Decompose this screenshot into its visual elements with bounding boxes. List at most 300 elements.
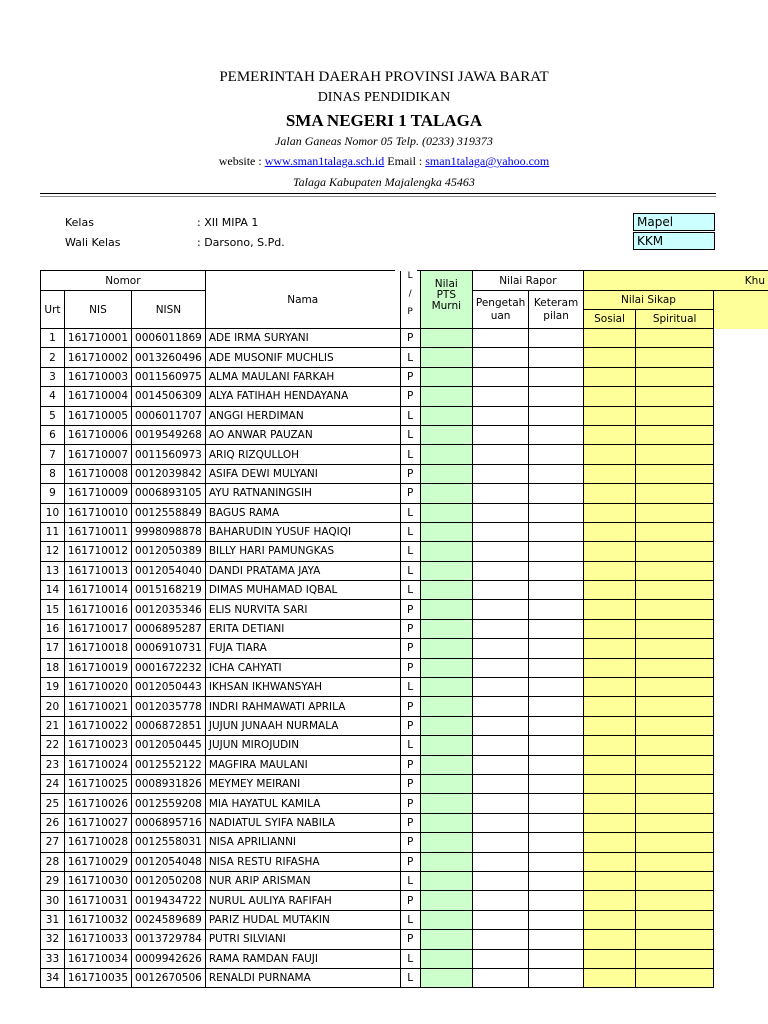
gender-cell: L — [400, 910, 420, 929]
nisn-cell: 0012050208 — [132, 871, 206, 890]
pengetahuan-cell[interactable] — [472, 813, 528, 832]
email-link[interactable]: sman1talaga@yahoo.com — [425, 154, 550, 168]
name-cell: NURUL AULIYA RAFIFAH — [205, 891, 400, 910]
nis-cell: 161710035 — [64, 968, 131, 987]
spiritual-cell[interactable] — [636, 503, 714, 522]
nisn-cell: 0013729784 — [132, 930, 206, 949]
gender-cell: P — [400, 639, 420, 658]
row-number: 7 — [41, 445, 65, 464]
pengetahuan-cell[interactable] — [472, 755, 528, 774]
spiritual-cell[interactable] — [636, 736, 714, 755]
pts-cell[interactable] — [420, 697, 472, 716]
row-number: 24 — [41, 774, 65, 793]
student-row — [41, 561, 768, 580]
spiritual-cell[interactable] — [636, 542, 714, 561]
pts-cell[interactable] — [420, 891, 472, 910]
pts-cell[interactable] — [420, 425, 472, 444]
gender-cell: L — [400, 406, 420, 425]
keterampilan-cell[interactable] — [529, 697, 584, 716]
spiritual-cell[interactable] — [636, 425, 714, 444]
keterampilan-cell[interactable] — [529, 639, 584, 658]
spiritual-cell[interactable] — [636, 930, 714, 949]
sosial-cell[interactable] — [583, 949, 635, 968]
student-row — [41, 619, 768, 638]
row-number: 12 — [41, 542, 65, 561]
keterampilan-cell[interactable] — [529, 813, 584, 832]
pengetahuan-cell[interactable] — [472, 464, 528, 483]
student-row — [41, 930, 768, 949]
student-row — [41, 464, 768, 483]
nisn-cell: 0009942626 — [132, 949, 206, 968]
pts-cell[interactable] — [420, 561, 472, 580]
keterampilan-cell[interactable] — [529, 619, 584, 638]
pengetahuan-cell[interactable] — [472, 871, 528, 890]
spiritual-cell[interactable] — [636, 367, 714, 386]
spiritual-cell[interactable] — [636, 619, 714, 638]
student-row — [41, 522, 768, 541]
nis-cell: 161710027 — [64, 813, 131, 832]
pengetahuan-cell[interactable] — [472, 445, 528, 464]
sosial-cell[interactable] — [583, 425, 635, 444]
pengetahuan-cell[interactable] — [472, 697, 528, 716]
sosial-cell[interactable] — [583, 503, 635, 522]
sosial-cell[interactable] — [583, 348, 635, 367]
keterampilan-cell[interactable] — [529, 930, 584, 949]
pts-cell[interactable] — [420, 658, 472, 677]
gender-cell: P — [400, 891, 420, 910]
row-number: 3 — [41, 367, 65, 386]
nisn-cell: 0008931826 — [132, 774, 206, 793]
keterampilan-cell[interactable] — [529, 425, 584, 444]
gender-cell: P — [400, 716, 420, 735]
name-cell: MEYMEY MEIRANI — [205, 774, 400, 793]
keterampilan-cell[interactable] — [529, 600, 584, 619]
header-gov: PEMERINTAH DAERAH PROVINSI JAWA BARAT — [219, 69, 549, 85]
nisn-cell: 0014506309 — [132, 387, 206, 406]
spiritual-cell[interactable] — [636, 387, 714, 406]
spiritual-cell[interactable] — [636, 852, 714, 871]
pengetahuan-cell[interactable] — [472, 619, 528, 638]
pts-cell[interactable] — [420, 930, 472, 949]
pts-cell[interactable] — [420, 949, 472, 968]
pengetahuan-cell[interactable] — [472, 542, 528, 561]
pts-cell[interactable] — [420, 968, 472, 987]
sosial-cell[interactable] — [583, 678, 635, 697]
student-row — [41, 581, 768, 600]
sosial-cell[interactable] — [583, 871, 635, 890]
pts-cell[interactable] — [420, 464, 472, 483]
row-number: 8 — [41, 464, 65, 483]
sosial-cell[interactable] — [583, 891, 635, 910]
pengetahuan-cell[interactable] — [472, 348, 528, 367]
keterampilan-cell[interactable] — [529, 348, 584, 367]
pts-cell[interactable] — [420, 484, 472, 503]
pts-cell[interactable] — [420, 503, 472, 522]
gender-cell: P — [400, 852, 420, 871]
keterampilan-cell[interactable] — [529, 716, 584, 735]
pengetahuan-cell[interactable] — [472, 949, 528, 968]
gender-cell: L — [400, 503, 420, 522]
row-number: 32 — [41, 930, 65, 949]
spiritual-cell[interactable] — [636, 755, 714, 774]
nis-cell: 161710034 — [64, 949, 131, 968]
pengetahuan-cell[interactable] — [472, 367, 528, 386]
nis-cell: 161710033 — [64, 930, 131, 949]
pts-cell[interactable] — [420, 581, 472, 600]
header-lp: L / P — [400, 271, 420, 329]
spiritual-cell[interactable] — [636, 445, 714, 464]
nisn-cell: 0012054048 — [132, 852, 206, 871]
pengetahuan-cell[interactable] — [472, 387, 528, 406]
keterampilan-cell[interactable] — [529, 774, 584, 793]
keterampilan-cell[interactable] — [529, 445, 584, 464]
row-number: 19 — [41, 678, 65, 697]
spiritual-cell[interactable] — [636, 891, 714, 910]
student-row — [41, 387, 768, 406]
spiritual-cell[interactable] — [636, 774, 714, 793]
nis-cell: 161710014 — [64, 581, 131, 600]
pts-cell[interactable] — [420, 813, 472, 832]
sosial-cell[interactable] — [583, 697, 635, 716]
nisn-cell: 0012558849 — [132, 503, 206, 522]
student-row — [41, 639, 768, 658]
header-city: Talaga Kabupaten Majalengka 45463 — [293, 175, 475, 189]
nisn-cell: 0012050445 — [132, 736, 206, 755]
header-nis: NIS — [64, 291, 131, 329]
sosial-cell[interactable] — [583, 755, 635, 774]
spiritual-cell[interactable] — [636, 968, 714, 987]
student-row — [41, 774, 768, 793]
pts-cell[interactable] — [420, 736, 472, 755]
student-row — [41, 503, 768, 522]
keterampilan-cell[interactable] — [529, 852, 584, 871]
name-cell: NUR ARIP ARISMAN — [205, 871, 400, 890]
student-row — [41, 697, 768, 716]
keterampilan-cell[interactable] — [529, 794, 584, 813]
sosial-cell[interactable] — [583, 581, 635, 600]
nis-cell: 161710020 — [64, 678, 131, 697]
pengetahuan-cell[interactable] — [472, 484, 528, 503]
keterampilan-cell[interactable] — [529, 581, 584, 600]
gender-cell: P — [400, 774, 420, 793]
keterampilan-cell[interactable] — [529, 522, 584, 541]
name-cell: ALYA FATIHAH HENDAYANA — [205, 387, 400, 406]
keterampilan-cell[interactable] — [529, 871, 584, 890]
pengetahuan-cell[interactable] — [472, 600, 528, 619]
name-cell: ASIFA DEWI MULYANI — [205, 464, 400, 483]
name-cell: JUJUN MIROJUDIN — [205, 736, 400, 755]
sosial-cell[interactable] — [583, 619, 635, 638]
wali-kelas-value: : Darsono, S.Pd. — [197, 236, 285, 249]
pengetahuan-cell[interactable] — [472, 930, 528, 949]
nisn-cell: 0019434722 — [132, 891, 206, 910]
sosial-cell[interactable] — [583, 329, 635, 348]
mapel-cell[interactable]: Mapel — [633, 213, 715, 231]
spiritual-cell[interactable] — [636, 697, 714, 716]
sosial-cell[interactable] — [583, 522, 635, 541]
pengetahuan-cell[interactable] — [472, 561, 528, 580]
row-number: 4 — [41, 387, 65, 406]
pts-cell[interactable] — [420, 600, 472, 619]
gender-cell: P — [400, 697, 420, 716]
pengetahuan-cell[interactable] — [472, 774, 528, 793]
header-nomor: Nomor — [41, 271, 206, 291]
keterampilan-cell[interactable] — [529, 329, 584, 348]
pengetahuan-cell[interactable] — [472, 794, 528, 813]
keterampilan-cell[interactable] — [529, 968, 584, 987]
header-sikap: Nilai Sikap — [583, 291, 713, 310]
pts-cell[interactable] — [420, 794, 472, 813]
pengetahuan-cell[interactable] — [472, 581, 528, 600]
row-number: 6 — [41, 425, 65, 444]
pts-cell[interactable] — [420, 833, 472, 852]
row-number: 27 — [41, 833, 65, 852]
pengetahuan-cell[interactable] — [472, 852, 528, 871]
keterampilan-cell[interactable] — [529, 484, 584, 503]
sosial-cell[interactable] — [583, 968, 635, 987]
header-rapor: Nilai Rapor — [472, 271, 583, 291]
pts-cell[interactable] — [420, 852, 472, 871]
pts-cell[interactable] — [420, 678, 472, 697]
header-nama: Nama — [205, 271, 400, 329]
student-row — [41, 406, 768, 425]
student-row — [41, 891, 768, 910]
keterampilan-cell[interactable] — [529, 387, 584, 406]
pengetahuan-cell[interactable] — [472, 329, 528, 348]
pengetahuan-cell[interactable] — [472, 639, 528, 658]
pts-cell[interactable] — [420, 755, 472, 774]
name-cell: FUJA TIARA — [205, 639, 400, 658]
keterampilan-cell[interactable] — [529, 561, 584, 580]
nisn-cell: 0012558031 — [132, 833, 206, 852]
name-cell: RAMA RAMDAN FAUJI — [205, 949, 400, 968]
name-cell: BILLY HARI PAMUNGKAS — [205, 542, 400, 561]
keterampilan-cell[interactable] — [529, 736, 584, 755]
keterampilan-cell[interactable] — [529, 949, 584, 968]
nis-cell: 161710011 — [64, 522, 131, 541]
sosial-cell[interactable] — [583, 542, 635, 561]
pengetahuan-cell[interactable] — [472, 833, 528, 852]
sosial-cell[interactable] — [583, 833, 635, 852]
pts-cell[interactable] — [420, 367, 472, 386]
spiritual-cell[interactable] — [636, 561, 714, 580]
sosial-cell[interactable] — [583, 561, 635, 580]
pts-cell[interactable] — [420, 774, 472, 793]
student-row — [41, 658, 768, 677]
spiritual-cell[interactable] — [636, 406, 714, 425]
pengetahuan-cell[interactable] — [472, 425, 528, 444]
nis-cell: 161710017 — [64, 619, 131, 638]
pts-cell[interactable] — [420, 522, 472, 541]
kelas-label: Kelas — [65, 216, 94, 229]
pengetahuan-cell[interactable] — [472, 503, 528, 522]
spiritual-cell[interactable] — [636, 678, 714, 697]
spiritual-cell[interactable] — [636, 716, 714, 735]
name-cell: AO ANWAR PAUZAN — [205, 425, 400, 444]
spiritual-cell[interactable] — [636, 600, 714, 619]
sosial-cell[interactable] — [583, 794, 635, 813]
nisn-cell: 0011560975 — [132, 367, 206, 386]
sosial-cell[interactable] — [583, 387, 635, 406]
gender-cell: L — [400, 522, 420, 541]
row-number: 23 — [41, 755, 65, 774]
row-number: 28 — [41, 852, 65, 871]
sosial-cell[interactable] — [583, 464, 635, 483]
nisn-cell: 0019549268 — [132, 425, 206, 444]
gender-cell: P — [400, 387, 420, 406]
nis-cell: 161710022 — [64, 716, 131, 735]
gender-cell: P — [400, 813, 420, 832]
gender-cell: P — [400, 794, 420, 813]
pengetahuan-cell[interactable] — [472, 968, 528, 987]
sosial-cell[interactable] — [583, 716, 635, 735]
sosial-cell[interactable] — [583, 930, 635, 949]
sosial-cell[interactable] — [583, 736, 635, 755]
name-cell: INDRI RAHMAWATI APRILA — [205, 697, 400, 716]
sosial-cell[interactable] — [583, 774, 635, 793]
header-dept: DINAS PENDIDIKAN — [317, 90, 451, 105]
nis-cell: 161710004 — [64, 387, 131, 406]
nis-cell: 161710024 — [64, 755, 131, 774]
spiritual-cell[interactable] — [636, 581, 714, 600]
name-cell: ADE MUSONIF MUCHLIS — [205, 348, 400, 367]
spiritual-cell[interactable] — [636, 813, 714, 832]
pts-cell[interactable] — [420, 387, 472, 406]
name-cell: ICHA CAHYATI — [205, 658, 400, 677]
pts-cell[interactable] — [420, 348, 472, 367]
gender-cell: L — [400, 561, 420, 580]
spiritual-cell[interactable] — [636, 348, 714, 367]
sosial-cell[interactable] — [583, 658, 635, 677]
spiritual-cell[interactable] — [636, 329, 714, 348]
pengetahuan-cell[interactable] — [472, 716, 528, 735]
header-address: Jalan Ganeas Nomor 05 Telp. (0233) 319373 — [275, 134, 493, 148]
pts-cell[interactable] — [420, 639, 472, 658]
spiritual-cell[interactable] — [636, 910, 714, 929]
keterampilan-cell[interactable] — [529, 755, 584, 774]
pengetahuan-cell[interactable] — [472, 678, 528, 697]
pts-cell[interactable] — [420, 445, 472, 464]
gender-cell: P — [400, 367, 420, 386]
pts-cell[interactable] — [420, 406, 472, 425]
nisn-cell: 0012050443 — [132, 678, 206, 697]
keterampilan-cell[interactable] — [529, 833, 584, 852]
gender-cell: L — [400, 949, 420, 968]
kkm-cell[interactable]: KKM — [633, 232, 715, 250]
spiritual-cell[interactable] — [636, 464, 714, 483]
spiritual-cell[interactable] — [636, 794, 714, 813]
row-number: 14 — [41, 581, 65, 600]
row-number: 16 — [41, 619, 65, 638]
sosial-cell[interactable] — [583, 406, 635, 425]
nis-cell: 161710019 — [64, 658, 131, 677]
header-khusus: Khu — [583, 271, 768, 291]
gender-cell: L — [400, 968, 420, 987]
spiritual-cell[interactable] — [636, 484, 714, 503]
pts-cell[interactable] — [420, 871, 472, 890]
sosial-cell[interactable] — [583, 600, 635, 619]
header-keterampilan: Keteram pilan — [529, 291, 584, 329]
spiritual-cell[interactable] — [636, 949, 714, 968]
email-label: Email : — [387, 154, 423, 168]
nis-cell: 161710032 — [64, 910, 131, 929]
gender-cell: P — [400, 833, 420, 852]
name-cell: PUTRI SILVIANI — [205, 930, 400, 949]
keterampilan-cell[interactable] — [529, 464, 584, 483]
name-cell: NISA APRILIANNI — [205, 833, 400, 852]
keterampilan-cell[interactable] — [529, 367, 584, 386]
name-cell: MIA HAYATUL KAMILA — [205, 794, 400, 813]
keterampilan-cell[interactable] — [529, 910, 584, 929]
pengetahuan-cell[interactable] — [472, 406, 528, 425]
name-cell: PARIZ HUDAL MUTAKIN — [205, 910, 400, 929]
gender-cell: L — [400, 542, 420, 561]
header-khusus-extra — [714, 291, 768, 329]
name-cell: DANDI PRATAMA JAYA — [205, 561, 400, 580]
pengetahuan-cell[interactable] — [472, 891, 528, 910]
keterampilan-cell[interactable] — [529, 503, 584, 522]
sosial-cell[interactable] — [583, 484, 635, 503]
sosial-cell[interactable] — [583, 910, 635, 929]
spiritual-cell[interactable] — [636, 658, 714, 677]
website-link[interactable]: www.sman1talaga.sch.id — [264, 154, 385, 168]
row-number: 11 — [41, 522, 65, 541]
pengetahuan-cell[interactable] — [472, 910, 528, 929]
keterampilan-cell[interactable] — [529, 891, 584, 910]
gender-cell: L — [400, 425, 420, 444]
keterampilan-cell[interactable] — [529, 658, 584, 677]
pts-cell[interactable] — [420, 910, 472, 929]
gender-cell: P — [400, 619, 420, 638]
pengetahuan-cell[interactable] — [472, 522, 528, 541]
pengetahuan-cell[interactable] — [472, 736, 528, 755]
pts-cell[interactable] — [420, 619, 472, 638]
nis-cell: 161710030 — [64, 871, 131, 890]
pengetahuan-cell[interactable] — [472, 658, 528, 677]
row-number: 15 — [41, 600, 65, 619]
student-row — [41, 600, 768, 619]
keterampilan-cell[interactable] — [529, 406, 584, 425]
student-row — [41, 716, 768, 735]
gender-cell: P — [400, 658, 420, 677]
keterampilan-cell[interactable] — [529, 678, 584, 697]
sosial-cell[interactable] — [583, 445, 635, 464]
student-row — [41, 445, 768, 464]
student-row — [41, 910, 768, 929]
name-cell: ANGGI HERDIMAN — [205, 406, 400, 425]
pts-cell[interactable] — [420, 542, 472, 561]
nis-cell: 161710007 — [64, 445, 131, 464]
sosial-cell[interactable] — [583, 639, 635, 658]
nis-cell: 161710001 — [64, 329, 131, 348]
spiritual-cell[interactable] — [636, 522, 714, 541]
sosial-cell[interactable] — [583, 813, 635, 832]
pts-cell[interactable] — [420, 329, 472, 348]
sosial-cell[interactable] — [583, 367, 635, 386]
spiritual-cell[interactable] — [636, 871, 714, 890]
pts-cell[interactable] — [420, 716, 472, 735]
nisn-cell: 0012559208 — [132, 794, 206, 813]
gender-cell: P — [400, 329, 420, 348]
spiritual-cell[interactable] — [636, 833, 714, 852]
header-spiritual: Spiritual — [636, 310, 714, 329]
student-row — [41, 484, 768, 503]
sosial-cell[interactable] — [583, 852, 635, 871]
keterampilan-cell[interactable] — [529, 542, 584, 561]
row-number: 5 — [41, 406, 65, 425]
nisn-cell: 0015168219 — [132, 581, 206, 600]
spiritual-cell[interactable] — [636, 639, 714, 658]
